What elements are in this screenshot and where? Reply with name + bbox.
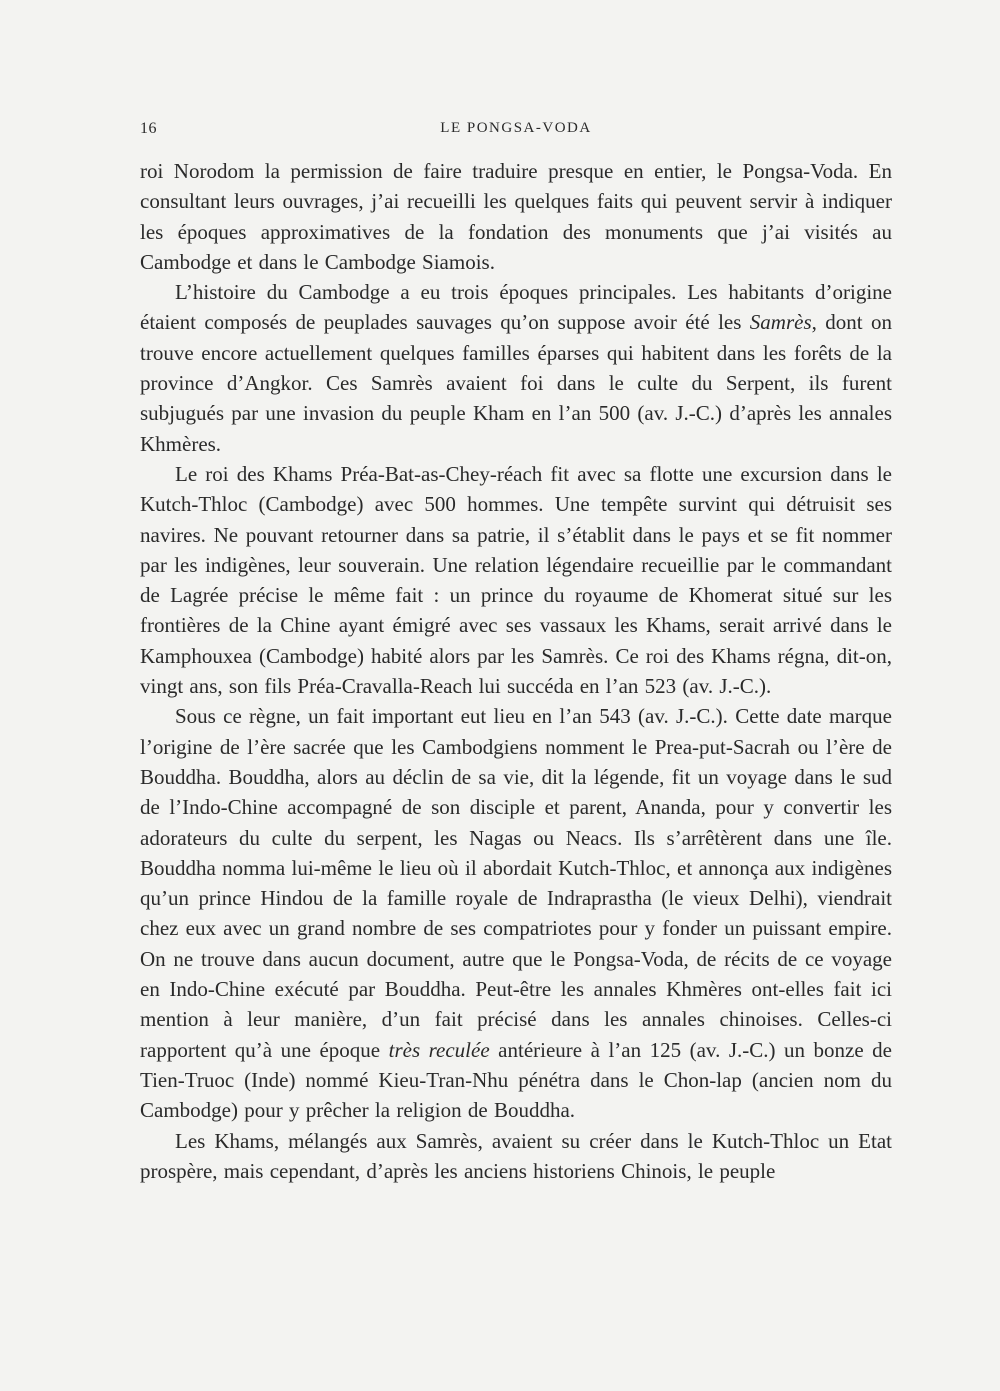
body-text <box>140 156 892 1186</box>
paragraph-5 <box>140 1126 892 1187</box>
paragraph-1 <box>140 156 892 277</box>
paragraph-3-text: Le roi des Khams Préa-Bat-as-Chey-réach fit avec sa flotte une excursion dans le Kutch-Thloc (Cambodge) avec 500 hommes. Une tempête survint qui détruisit ses navires. Ne pouvant retourner dans sa patrie, il s’établit dans le pays et se fit nommer par les indigènes, leur souverain. Une relation légendaire recueillie par le commandant de Lagrée précise le même fait : un prince du royaume de Khomerat situé sur les frontières de la Chine ayant émigré avec ses vassaux les Khams, serait arrivé dans le Kamphouxea (Cambodge) habité alors par les Samrès. Ce roi des Khams régna, dit-on, vingt ans, son fils Préa-Cravalla-Reach lui succéda en l’an 523 (av. J.-C.). <box>140 461 892 699</box>
paragraph-2-italic-samres: Samrès <box>749 310 812 335</box>
paragraph-4-italic-tres-reculee: très reculée <box>388 1037 490 1062</box>
paragraph-4-text-a: Sous ce règne, un fait important eut lieu en l’an 543 (av. J.-C.). Cette date marque l’origine de l’ère sacrée que les Cambodgiens nomment le Prea-put-Sacrah ou l’ère de Bouddha. Bouddha, alors au déclin de sa vie, dit la légende, fit un voyage dans le sud de l’Indo-Chine accompagné de son disciple et parent, Ananda, pour y convertir les adorateurs du culte du serpent, les Nagas ou Neacs. Ils s’arrêtèrent dans une île. Bouddha nomma lui-même le lieu où il abordait Kutch-Thloc, et annonça aux indigènes qu’un prince Hindou de la famille royale de Indraprastha (le vieux Delhi), viendrait chez eux avec un grand nombre de ses compatriotes pour y fonder un puissant empire. On ne trouve dans aucun document, autre que le Pongsa-Voda, de récits de ce voyage en Indo-Chine exécuté par Bouddha. Peut-être les annales Khmères ont-elles fait ici mention à leur manière, d’un fait précisé dans les annales chinoises. Celles-ci rapportent qu’à une époque <box>140 704 892 1062</box>
paragraph-4 <box>140 701 892 1125</box>
paragraph-4-text-b: antérieure à l’an 125 (av. J.-C.) un bonze de Tien-Truoc (Inde) nommé Kieu-Tran-Nhu pénétra dans le Chon-lap (ancien nom du Cambodge) pour y prêcher la religion de Bouddha. <box>140 1037 892 1123</box>
paragraph-2-text-a: L’histoire du Cambodge a eu trois époques principales. Les habitants d’origine étaient composés de peuplades sauvages qu’on suppose avoir été les <box>140 280 892 335</box>
page-header <box>140 120 892 144</box>
page-number: 16 <box>140 120 157 137</box>
paragraph-1-text: roi Norodom la permission de faire traduire presque en entier, le Pongsa-Voda. En consultant leurs ouvrages, j’ai recueilli les quelques faits qui peuvent servir à indiquer les époques approximatives de la fondation des monuments que j’ai visités au Cambodge et dans le Cambodge Siamois. <box>140 159 892 274</box>
paragraph-3 <box>140 459 892 701</box>
paragraph-2-text-b: , dont on trouve encore actuellement quelques familles éparses qui habitent dans les forêts de la province d’Angkor. Ces Samrès avaient foi dans le culte du Serpent, ils furent subjugués par une invasion du peuple Kham en l’an 500 (av. J.-C.) d’après les annales Khmères. <box>140 310 892 456</box>
running-title: LE PONGSA-VODA <box>440 120 592 136</box>
paragraph-5-text: Les Khams, mélangés aux Samrès, avaient su créer dans le Kutch-Thloc un Etat prospère, mais cependant, d’après les anciens historiens Chinois, le peuple <box>140 1128 892 1183</box>
paragraph-2 <box>140 277 892 459</box>
